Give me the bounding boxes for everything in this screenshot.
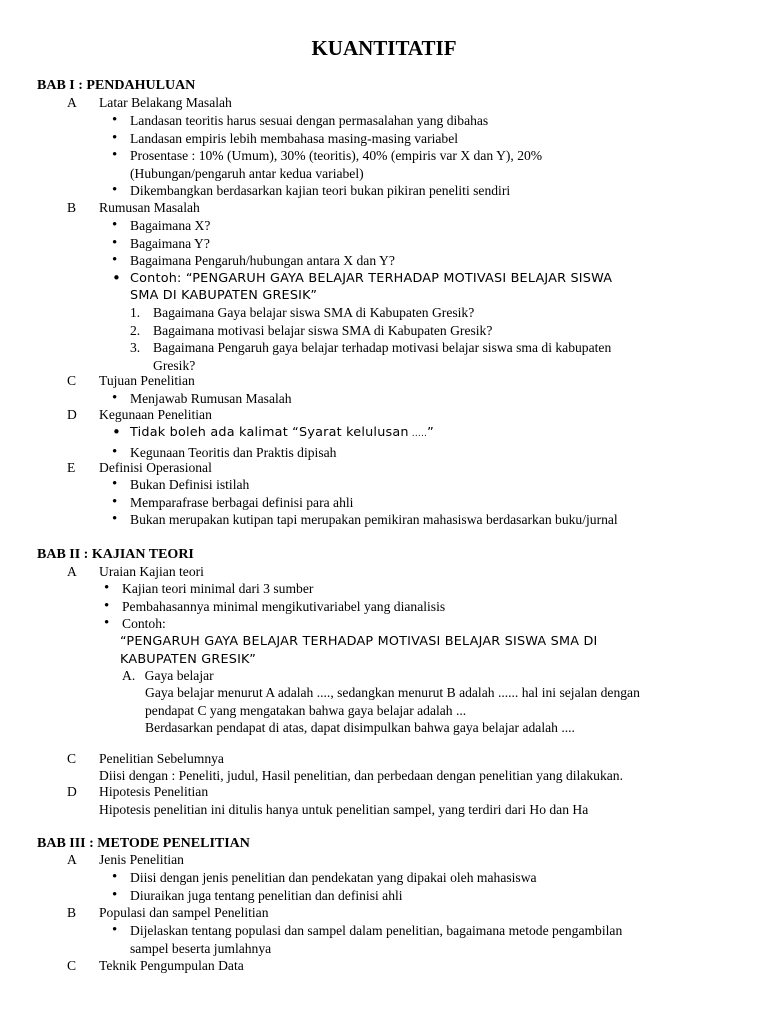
section-letter: A [67,95,77,110]
contoh-block [120,633,740,668]
section-letter: C [67,373,77,388]
item-text: Bagaimana motivasi belajar siswa SMA di Kabupaten Gresik? [153,322,493,338]
list-item: • Pembahasannya minimal mengikutivariabel yang dianalisis [102,598,722,616]
list-item: • Menjawab Rumusan Masalah [110,390,730,408]
bab2-d-text: Hipotesis penelitian ini ditulis hanya untuk penelitian sampel, yang terdiri dari Ho dan Ha [99,802,589,817]
section-title: Definisi Operasional [99,460,212,475]
section-letter: B [67,905,77,920]
item-number: 1. [130,305,141,320]
bab2-heading: BAB II : KAJIAN TEORI [37,547,194,562]
numbered-item [130,304,720,322]
page-title: KUANTITATIF [311,36,457,60]
contoh-title-cont: KABUPATEN GRESIK” [120,651,257,667]
list-item: • Diisi dengan jenis penelitian dan pendekatan yang dipakai oleh mahasiswa [110,869,730,887]
list-item: • Landasan teoritis harus sesuai dengan permasalahan yang dibahas [110,112,730,130]
bab1-c-bullets [110,390,730,408]
list-item: • Dikembangkan berdasarkan kajian teori bukan pikiran peneliti sendiri [110,182,730,200]
contoh-label: Contoh: [130,270,186,286]
list-item [110,424,730,444]
contoh-title: “PENGARUH GAYA BELAJAR TERHADAP MOTIVASI BELAJAR SISWA [185,270,613,286]
list-item [110,922,730,957]
section-letter: E [67,460,76,475]
list-item: • Bagaimana Y? [110,235,730,253]
list-item-text: Tidak boleh ada kalimat “Syarat kelulusan [130,425,409,440]
list-item: • Landasan empiris lebih membahasa masing-masing variabel [110,130,730,148]
list-item: • Kegunaan Teoritis dan Praktis dipisah [110,444,730,462]
numbered-item [130,322,720,340]
bab2-a-bullets [102,580,722,633]
section-title: Penelitian Sebelumnya [99,751,224,766]
paragraph-line: Gaya belajar menurut A adalah ...., sedangkan menurut B adalah ...... hal ini sejalan dengan [145,685,640,700]
section-letter: D [67,784,77,799]
section-title: Kegunaan Penelitian [99,407,212,422]
bab1-b-bullets [110,217,730,305]
list-item-text: Dijelaskan tentang populasi dan sampel dalam penelitian, bagaimana metode pengambilan [130,923,623,938]
bab1-d-bullets [110,424,730,461]
list-item-text-cont: (Hubungan/pengaruh antar kedua variabel) [130,165,364,181]
list-item: • Diuraikan juga tentang penelitian dan definisi ahli [110,887,730,905]
section-title: Latar Belakang Masalah [99,95,232,110]
section-title: Hipotesis Penelitian [99,784,209,799]
bab1-e-bullets [110,476,730,529]
list-item-contoh [110,270,730,305]
section-title: Teknik Pengumpulan Data [99,958,244,973]
list-item: • Bagaimana Pengaruh/hubungan antara X dan Y? [110,252,730,270]
bab3-b-bullets [110,922,730,957]
item-text-cont: Gresik? [153,357,196,373]
section-letter: C [67,751,77,766]
list-item: • Kajian teori minimal dari 3 sumber [102,580,722,598]
section-title: Tujuan Penelitian [99,373,195,388]
list-item: • Contoh: [102,615,722,633]
list-item [110,147,730,182]
section-letter: A [67,564,77,579]
list-item: • Bagaimana X? [110,217,730,235]
item-number: 2. [130,322,141,338]
bab2-c-text: Diisi dengan : Peneliti, judul, Hasil penelitian, dan perbedaan dengan penelitian yang dilakukan. [99,768,623,783]
section-letter: D [67,407,77,422]
section-letter: B [67,200,77,215]
subsection-paragraph [145,684,745,737]
item-number: 3. [130,340,141,355]
section-letter: C [67,958,77,973]
section-letter: A [67,852,77,867]
list-item: • Bukan Definisi istilah [110,476,730,494]
subsection-gaya-belajar [122,667,214,685]
section-title: Uraian Kajian teori [99,564,204,579]
bab3-heading: BAB III : METODE PENELITIAN [37,836,250,851]
closing-quote: ” [427,425,434,440]
list-item-text-cont: sampel beserta jumlahnya [130,940,272,956]
list-item: • Memparafrase berbagai definisi para ahli [110,494,730,512]
contoh-title: “PENGARUH GAYA BELAJAR TERHADAP MOTIVASI BELAJAR SISWA SMA DI [120,634,598,649]
numbered-item [130,339,720,374]
item-text: Bagaimana Gaya belajar siswa SMA di Kabupaten Gresik? [153,305,475,320]
contoh-title-cont: SMA DI KABUPATEN GRESIK” [130,288,318,303]
sub-number: A. [122,668,136,683]
bab1-a-bullets [110,112,730,200]
bab3-a-bullets [110,869,730,904]
list-item-text: Prosentase : 10% (Umum), 30% (teoritis), 40% (empiris var X dan Y), 20% [130,148,543,163]
ellipsis-dots: ..... [408,429,428,439]
section-title: Jenis Penelitian [99,852,184,867]
sub-title: Gaya belajar [144,668,214,683]
bab1-heading: BAB I : PENDAHULUAN [37,78,196,93]
bab1-b-numbered [130,304,720,374]
item-text: Bagaimana Pengaruh gaya belajar terhadap motivasi belajar siswa sma di kabupaten [153,340,612,355]
paragraph-line: Berdasarkan pendapat di atas, dapat disimpulkan bahwa gaya belajar adalah .... [145,720,575,735]
section-title: Populasi dan sampel Penelitian [99,905,269,920]
section-title: Rumusan Masalah [99,200,200,215]
paragraph-line: pendapat C yang mengatakan bahwa gaya belajar adalah ... [145,702,467,718]
list-item: • Bukan merupakan kutipan tapi merupakan pemikiran mahasiswa berdasarkan buku/jurnal [110,511,730,529]
